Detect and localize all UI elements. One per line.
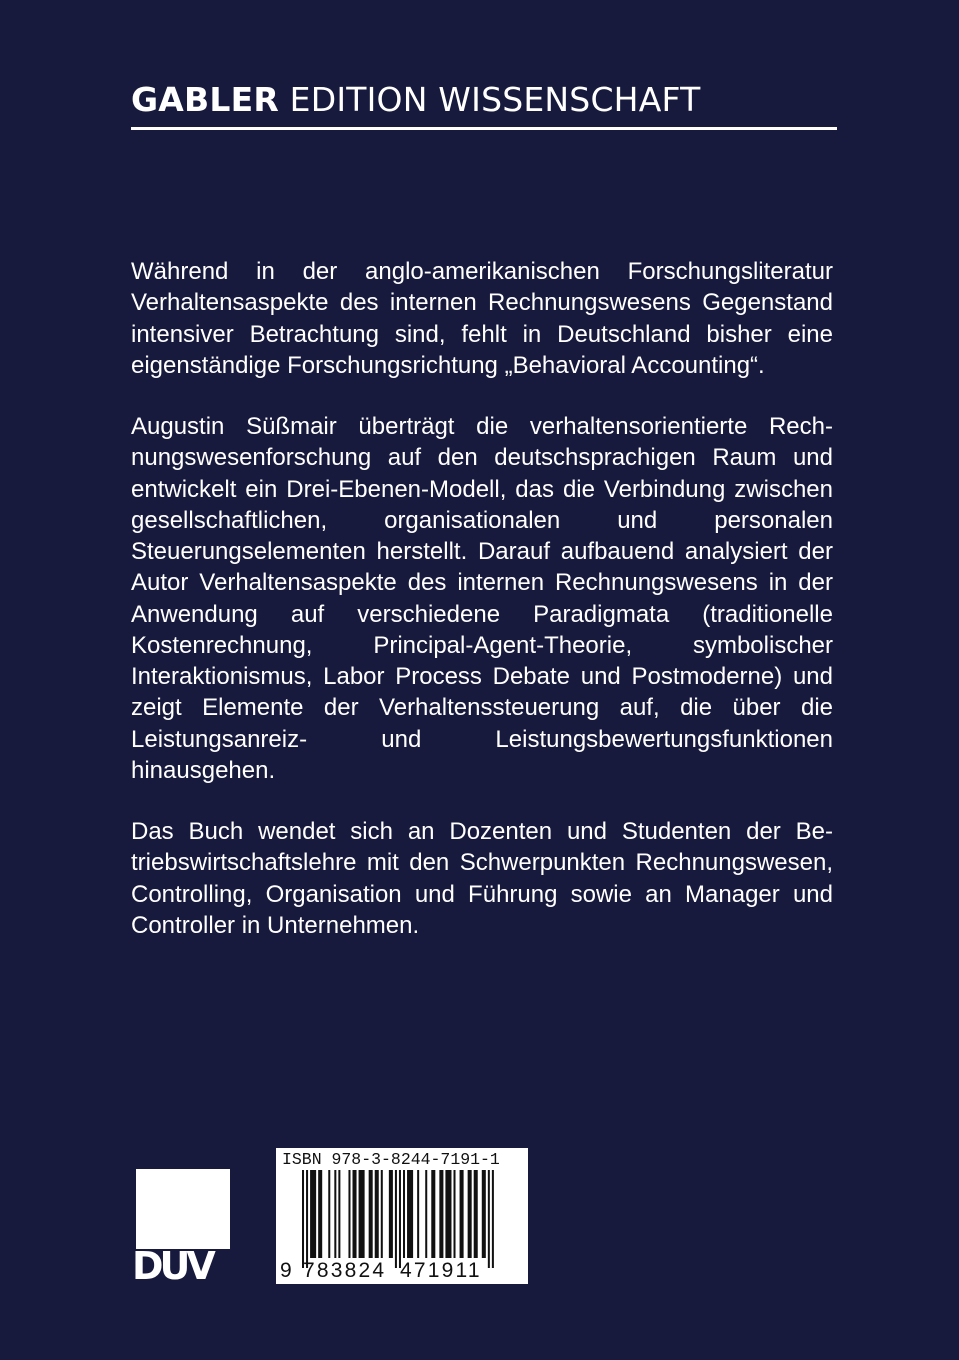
barcode-bar [445, 1170, 451, 1258]
barcode-bar [395, 1170, 397, 1268]
isbn-label: ISBN 978-3-8244-7191-1 [282, 1150, 500, 1169]
barcode-digits-left: 783824 [303, 1259, 387, 1282]
barcode-bar [425, 1170, 427, 1258]
barcode-bar [389, 1170, 393, 1258]
barcode-bar [403, 1170, 405, 1258]
barcode-bar [318, 1170, 322, 1258]
barcode-bar [353, 1170, 357, 1258]
publisher-logo-text: DUV [132, 1244, 212, 1288]
series-rule-divider [131, 127, 837, 130]
barcode-bar [474, 1170, 478, 1258]
barcode-bar [417, 1170, 419, 1258]
series-name: EDITION WISSENSCHAFT [289, 80, 701, 119]
barcode-digit-first: 9 [280, 1259, 294, 1282]
series-header [131, 78, 837, 130]
publisher-logo-box [136, 1169, 230, 1249]
blurb-paragraph-1: Während in der anglo-amerikanischen Forschungsliteratur Verhaltensaspekte des internen Rechnungswesens Gegenstand intensiver Betrachtung sind, fehlt in Deutschland bisher eine eigenständige Forschungsrichtung „Behavioral Accounting“. [131, 258, 833, 379]
barcode-digits-right: 471911 [400, 1259, 482, 1282]
barcode-bar [375, 1170, 379, 1258]
barcode-bar [454, 1170, 456, 1258]
barcode-bar [306, 1170, 308, 1268]
barcode-bar [482, 1170, 486, 1258]
blurb-paragraph-2: Augustin Süßmair überträgt die verhaltensorientierte Rechnungswesenforschung auf den deutschsprachigen Raum und entwickelt ein Drei-Ebenen-Modell, das die Verbindung zwischen gesellschaftlichen, organisationalen und personalen Steuerungselementen herstellt. Darauf aufbauend analysiert der Autor Verhaltensaspekte des internen Rechnungswesens in der Anwendung auf verschiedene Paradigmata (traditionelle Kostenrechnung, Principal-Agent-Theorie, symbolischer Interaktionismus, Labor Process Debate und Postmoderne) und zeigt Elemente der Verhaltenssteuerung auf, die über die Leistungsanreiz- und Leistungsbewertungsfunktionen hinausgehen. [131, 413, 833, 784]
barcode-bar [399, 1170, 401, 1268]
publisher-logo [132, 1169, 235, 1288]
barcode-bar [369, 1170, 373, 1258]
series-title [131, 78, 837, 122]
barcode-bar [431, 1170, 435, 1258]
barcode-bar [439, 1170, 443, 1258]
barcode-bar [381, 1170, 383, 1258]
back-cover-blurb [131, 256, 833, 971]
barcode-bar [492, 1170, 494, 1268]
barcode-bar [348, 1170, 350, 1258]
barcode-bar [468, 1170, 472, 1258]
barcode-bar [488, 1170, 490, 1268]
barcode-bars [302, 1170, 502, 1270]
isbn-barcode [276, 1148, 528, 1284]
barcode-bar [310, 1170, 316, 1258]
barcode-bar [460, 1170, 464, 1258]
series-brand: GABLER [131, 80, 279, 119]
barcode-bar [407, 1170, 413, 1258]
barcode-bar [302, 1170, 304, 1268]
barcode-bar [328, 1170, 330, 1258]
blurb-paragraph-3: Das Buch wendet sich an Dozenten und Studenten der Betriebswirtschaftslehre mit den Schwerpunkten Rechnungswesen, Controlling, Organisation und Führung sowie an Manager und Controller in Unternehmen. [131, 818, 833, 939]
barcode-bar [359, 1170, 365, 1258]
barcode-bar [334, 1170, 336, 1258]
barcode-bar [338, 1170, 340, 1258]
